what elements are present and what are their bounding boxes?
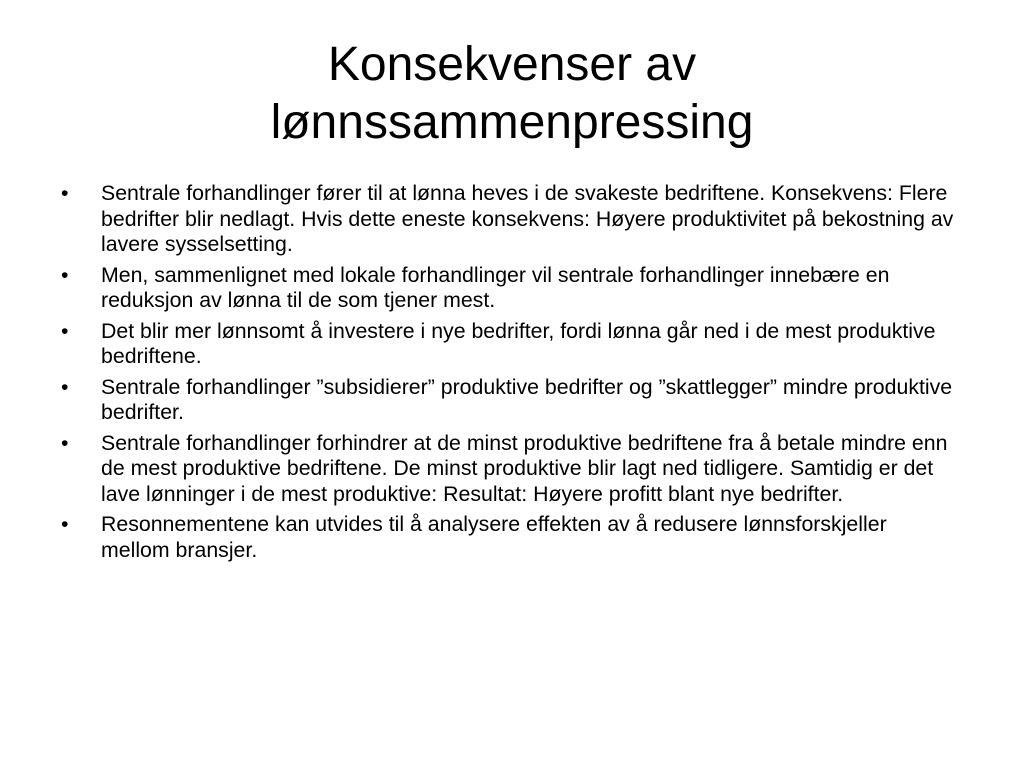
bullet-text: Sentrale forhandlinger ”subsidierer” produktive bedrifter og ”skattlegger” mindre produktive bedrifter. bbox=[101, 374, 953, 424]
bullet-text: Men, sammenlignet med lokale forhandlinger vil sentrale forhandlinger innebære en reduksjon av lønna til de som tjener mest. bbox=[101, 262, 890, 312]
bullet-list bbox=[0, 181, 1024, 568]
bullet-item bbox=[0, 512, 1024, 563]
bullet-item bbox=[0, 319, 1024, 370]
bullet-text: Resonnementene kan utvides til å analysere effekten av å redusere lønnsforskjeller mellom bransjer. bbox=[101, 512, 887, 562]
slide-title-line-1: Konsekvenser av bbox=[327, 38, 697, 91]
bullet-item bbox=[0, 375, 1024, 426]
bullet-point-icon: • bbox=[61, 374, 69, 399]
bullet-point-icon: • bbox=[61, 430, 69, 455]
bullet-text: Sentrale forhandlinger forhindrer at de minst produktive bedriftene fra å betale mindre enn de mest produktive bedriftene. De minst produktive blir lagt ned tidligere. Samtidig er det lave lønninger i de mest produktive: Resultat: Høyere profitt blant nye bedrifter. bbox=[101, 430, 948, 506]
bullet-point-icon: • bbox=[61, 512, 69, 536]
bullet-item bbox=[0, 181, 1024, 258]
slide-title bbox=[60, 36, 964, 152]
bullet-point-icon: • bbox=[61, 181, 69, 205]
bullet-item bbox=[0, 431, 1024, 508]
bullet-item bbox=[0, 263, 1024, 314]
bullet-text: Sentrale forhandlinger fører til at lønna heves i de svakeste bedriftene. Konsekvens: Flere bedrifter blir nedlagt. Hvis dette eneste konsekvens: Høyere produktivitet på bekostning av lavere sysselsetting. bbox=[101, 181, 954, 256]
bullet-point-icon: • bbox=[61, 318, 69, 343]
slide-title-line-2: lønnssammenpressing bbox=[270, 96, 754, 149]
bullet-text: Det blir mer lønnsomt å investere i nye bedrifter, fordi lønna går ned i de mest produktive bedriftene. bbox=[101, 318, 936, 368]
bullet-point-icon: • bbox=[61, 262, 69, 287]
